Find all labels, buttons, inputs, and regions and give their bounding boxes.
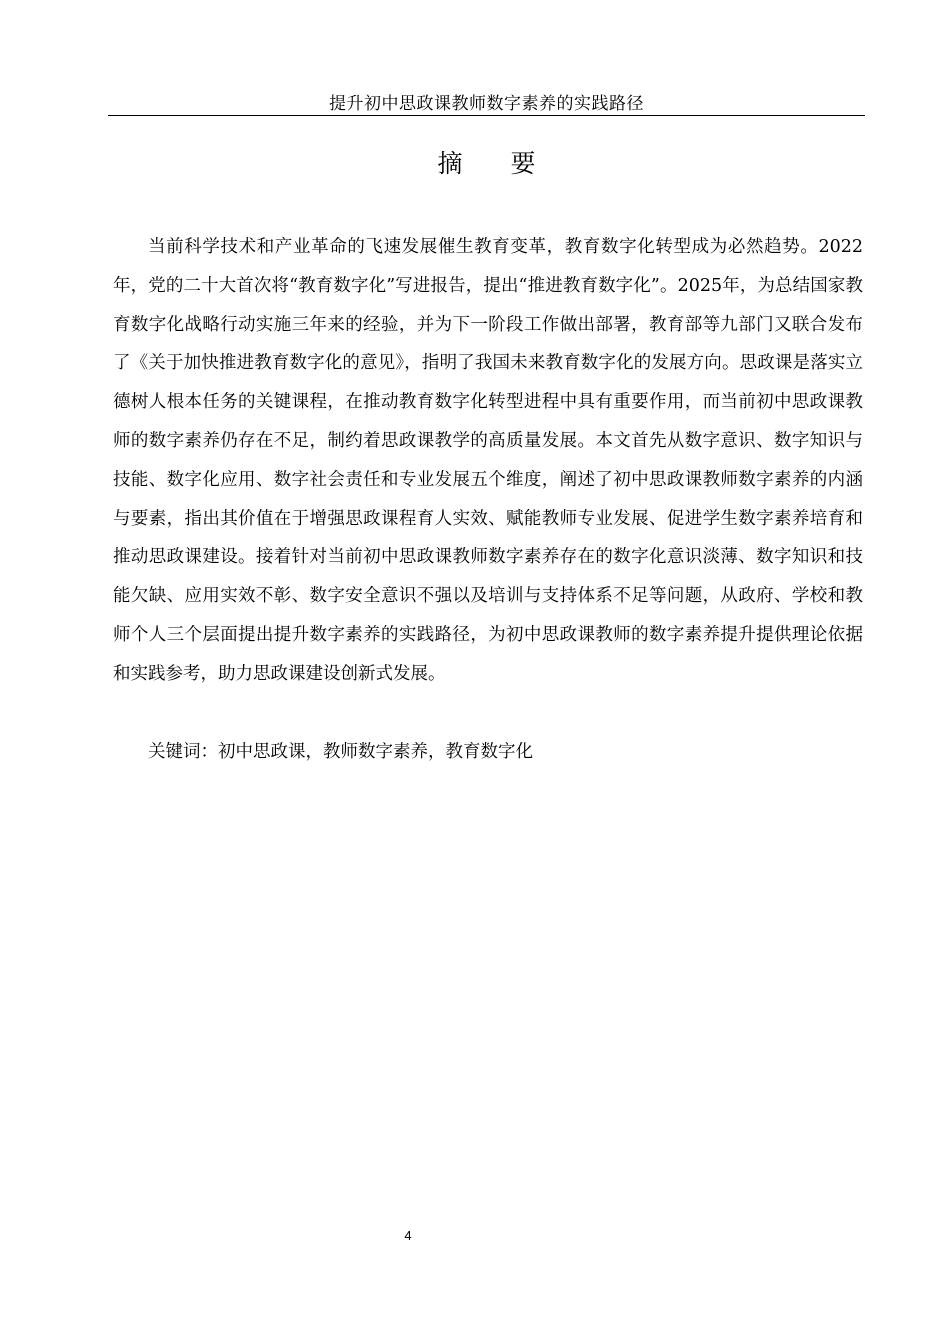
abstract-heading: 摘 要 <box>437 149 556 178</box>
abstract-paragraph: 当前科学技术和产业革命的飞速发展催生教育变革，教育数字化转型成为必然趋势。2022年，党的二十大首次将“教育数字化”写进报告，提出“推进教育数字化”。2025年，为总结国家教育数字化战略行动实施三年来的经验，并为下一阶段工作做出部署，教育部等九部门又联合发布了《关于加快推进教育数字化的意见》，指明了我国未来教育数字化的发展方向。思政课是落实立德树人根本任务的关键课程，在推动教育数字化转型进程中具有重要作用，而当前初中思政课教师的数字素养仍存在不足，制约着思政课教学的高质量发展。本文首先从数字意识、数字知识与技能、数字化应用、数字社会责任和专业发展五个维度，阐述了初中思政课教师数字素养的内涵与要素，指出其价值在于增强思政课程育人实效、赋能教师专业发展、促进学生数字素养培育和推动思政课建设。接着针对当前初中思政课教师数字素养存在的数字化意识淡薄、数字知识和技能欠缺、应用实效不彰、数字安全意识不强以及培训与支持体系不足等问题，从政府、学校和教师个人三个层面提出提升数字素养的实践路径，为初中思政课教师的数字素养提升提供理论依据和实践参考，助力思政课建设创新式发展。 <box>113 237 863 684</box>
header-rule <box>108 115 865 116</box>
page-number: 4 <box>404 1228 412 1243</box>
running-header: 提升初中思政课教师数字素养的实践路径 <box>329 94 644 114</box>
keywords-line: 关键词：初中思政课，教师数字素养，教育数字化 <box>148 742 533 762</box>
